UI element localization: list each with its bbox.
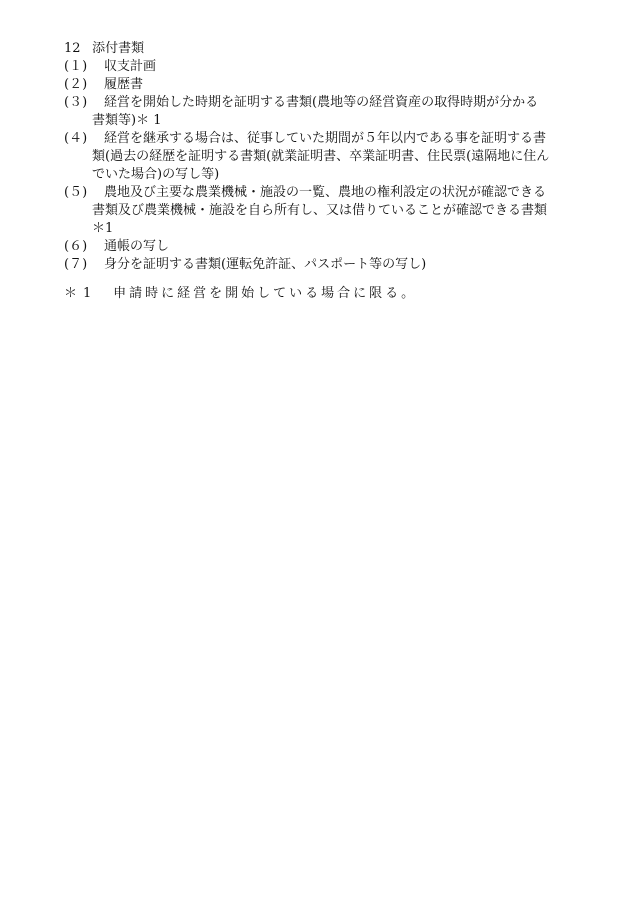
list-item <box>64 184 564 238</box>
attachment-list <box>64 58 564 274</box>
item-text: 経営を開始した時期を証明する書類(農地等の経営資産の取得時期が分かる <box>104 95 539 110</box>
item-text: 経営を継承する場合は、従事していた期間が５年以内である事を証明する書 <box>104 131 547 146</box>
section-title-text: 添付書類 <box>92 41 145 56</box>
list-item <box>64 130 564 184</box>
item-marker: (３) <box>64 95 88 110</box>
item-marker: (４) <box>64 131 88 146</box>
section-number: 12 <box>64 41 81 56</box>
item-text-continued: でいた場合)の写し等) <box>92 167 220 182</box>
item-text: 通帳の写し <box>104 239 170 254</box>
item-text-continued: 書類及び農業機械・施設を自ら所有し、又は借りていることが確認できる書類 <box>92 203 548 218</box>
item-text-continued: ＊1 <box>92 221 114 236</box>
item-marker: (５) <box>64 185 88 200</box>
item-marker: (１) <box>64 59 88 74</box>
list-item <box>64 58 564 76</box>
item-marker: (６) <box>64 239 88 254</box>
footnote-text: 申請時に経営を開始している場合に限る。 <box>113 286 418 301</box>
footnote <box>64 285 417 303</box>
item-marker: (２) <box>64 77 88 92</box>
list-item <box>64 76 564 94</box>
item-text: 収支計画 <box>104 59 157 74</box>
item-marker: (７) <box>64 257 88 272</box>
item-text: 身分を証明する書類(運転免許証、パスポート等の写し) <box>104 257 427 272</box>
list-item <box>64 238 564 256</box>
item-text-continued: 書類等)＊ 1 <box>92 113 162 128</box>
list-item <box>64 256 564 274</box>
list-item <box>64 94 564 130</box>
item-text: 農地及び主要な農業機械・施設の一覧、農地の権利設定の状況が確認できる <box>104 185 547 200</box>
section-heading <box>64 40 144 58</box>
footnote-mark: ＊1 <box>64 286 98 301</box>
item-text: 履歴書 <box>104 77 144 92</box>
item-text-continued: 類(過去の経歴を証明する書類(就業証明書、卒業証明書、住民票(遠隔地に住ん <box>92 149 550 164</box>
